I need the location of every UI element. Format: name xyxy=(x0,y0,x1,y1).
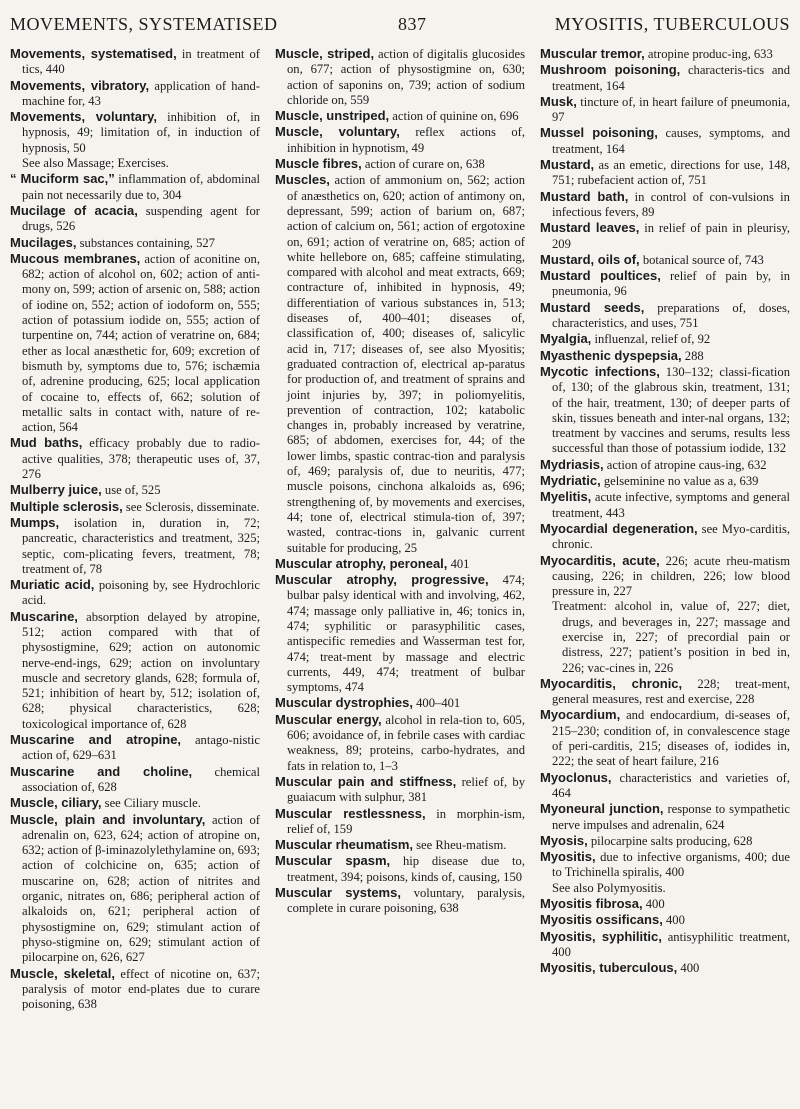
index-entry-text: 400–401 xyxy=(412,696,461,711)
index-entry xyxy=(10,109,260,156)
index-entry-text: 400 xyxy=(642,897,665,912)
index-entry xyxy=(540,94,790,126)
index-entry-text: use of, 525 xyxy=(101,483,161,498)
index-entry-heading: Mushroom poisoning, xyxy=(540,62,681,78)
index-entry-heading: Myasthenic dyspepsia, xyxy=(540,347,682,363)
index-entry-text: hip disease due to, treatment, 394; poisons, kinds of, causing, 150 xyxy=(287,854,525,884)
index-entry xyxy=(540,896,790,912)
index-entry-heading: Myalgia, xyxy=(540,331,592,347)
index-entry-text: efficacy probably due to radio-active qualities, 378; therapeutic uses of, 37, 276 xyxy=(22,436,260,482)
index-entry-text: in control of con-vulsions in infectious fevers, 89 xyxy=(552,189,790,219)
index-entry-text: influenzal, relief of, 92 xyxy=(591,332,711,347)
index-column-3 xyxy=(540,46,790,1012)
index-entry xyxy=(540,46,790,62)
index-entry-text: relief of pain by, in pneumonia, 96 xyxy=(552,269,790,299)
index-entry-text: action of ammonium on, 562; action of anæsthetics on, 620; action of antimony on, depressant, 599; action of barium on, 687; action of calcium on, 561; action of ergotoxine on, 691; action of veratrine on, 685; action of white hellebore on, 685; caffeine stimulating, compared with alcohol and meat extracts, 669; contracture of, inhibited in hypnosis, 49; differentiation of various substances in, 513; diseases of, 400–401; diseases of, classification of, 400; diseases of, salicylic acid in, 717; diseases of, see also Myositis; graduated contraction of, electrical ap-paratus for production of, and treatment of sprains and joint injuries by, 397; in poliomyelitis, prevention of contraction, 102; katabolic changes in, probably increased by veratrine, 685; of abdomen, exercises for, 44; of the lower limbs, spastic contrac-tion and paralysis of, 469; paralysis of, due to neuritis, 477; muscle poisons, cinchona alkaloids as, 696; strengthening of, by movements and exercises, 44; tone of, electrical stimula-tion of, 397; wasted, contrac-tions in, galvanic current suitable for producing, 25 xyxy=(287,173,525,555)
index-entry-heading: Mustard poultices, xyxy=(540,268,661,284)
index-entry-heading: Myositis, tuberculous, xyxy=(540,960,678,976)
index-entry-text: 400 xyxy=(677,961,700,976)
index-entry xyxy=(540,833,790,849)
index-entry-text: alcohol in rela-tion to, 605, 606; avoidance of, in febrile cases with cardiac weakness, 89; proteins, carbo-hydrates, and fats in relation to, 1–3 xyxy=(287,712,525,773)
index-entry xyxy=(275,837,525,853)
index-entry-text: action of aconitine on, 682; action of alcohol on, 602; action of anti-mony on, 599; action of arsenic on, 588; action of iodine on, 552; action of iodoform on, 555; action of potassium iodide on, 555; action of turpentine on, 744; action of veratrine on, 684; ether as local anæsthetic for, 609; excretion of bismuth by, symptoms due to, 576; ischæmia of, adrenine producing, 625; local application of cocaine to, effects of, 662; solution of metallic salts in contact with, nature of re-action, 564 xyxy=(22,251,260,435)
index-entry xyxy=(275,172,525,555)
index-entry xyxy=(540,473,790,489)
index-entry-text: suspending agent for drugs, 526 xyxy=(22,203,261,234)
index-entry-text: preparations of, doses, characteristics, and uses, 751 xyxy=(552,300,790,331)
index-entry-text: absorption delayed by atropine, 512; action compared with that of physostigmine, 629; action on autonomic nerve-end-ings, 629; action on involuntary muscle and secretory glands, 628; formula of, 521; inhibition of heart by, 512; isolation of, 628; physical characteristics, 628; toxicological importance of, 628 xyxy=(22,609,260,731)
index-entry-heading: Myocarditis, acute, xyxy=(540,552,660,568)
index-entry-heading: Muscle, ciliary, xyxy=(10,795,102,811)
index-entry-heading: Mumps, xyxy=(10,514,60,530)
index-entry-heading: Muscle fibres, xyxy=(275,156,362,172)
index-entry xyxy=(10,235,260,251)
index-entry-text: as an emetic, directions for use, 148, 751; rubefacient action of, 751 xyxy=(552,158,790,188)
index-entry xyxy=(275,885,525,917)
index-entry-heading: Mucous membranes, xyxy=(10,250,141,266)
index-entry-text: pilocarpine salts producing, 628 xyxy=(587,833,753,848)
index-entry-text: and endocardium, di-seases of, 215–230; condition of, in convalescence stage of peri-carditis, 215; diseases of, iodides in, 222; the seat of heart failure, 216 xyxy=(552,708,790,769)
index-entry xyxy=(275,124,525,156)
index-entry-heading: Muscular pain and stiffness, xyxy=(275,773,457,789)
index-entry-heading: Myoclonus, xyxy=(540,769,612,785)
index-entry-text: in relief of pain in pleurisy, 209 xyxy=(552,221,791,251)
index-entry-heading: Mud baths, xyxy=(10,435,83,451)
index-entry xyxy=(540,252,790,268)
index-entry-text: characteristics and varieties of, 464 xyxy=(552,770,790,800)
index-entry-text: tincture of, in heart failure of pneumonia, 97 xyxy=(552,94,790,125)
index-column-2 xyxy=(275,46,525,1012)
index-entry-text: 226; acute rheu-matism causing, 226; in children, 226; low blood pressure in, 227 xyxy=(552,553,790,599)
index-entry-heading: Muscle, skeletal, xyxy=(10,965,115,981)
index-entry-heading: Myositis fibrosa, xyxy=(540,896,643,912)
index-entry xyxy=(275,853,525,885)
index-entry-heading: Muscarine and choline, xyxy=(10,763,193,779)
index-entry-heading: Myositis, syphilitic, xyxy=(540,928,662,944)
index-entry-text: see Sclerosis, disseminate. xyxy=(122,499,260,514)
index-entry-text: action of adrenalin on, 623, 624; action of atropine on, 632; action of β-iminazolylethylamine on, 693; action of colchicine on, 635; action of muscarine on, 628; action of nitrites and organic, nitrates on, 686; peripheral action of alkaloids on, 621; peripheral action of physostigmine on, 629; stimulant action of physo-stigmine on, 629; stimulant action of pilocarpine on, 626, 627 xyxy=(22,812,261,965)
index-entry-text: in treatment of tics, 440 xyxy=(22,47,260,77)
index-entry xyxy=(275,156,525,172)
index-columns xyxy=(10,46,790,1012)
index-entry xyxy=(10,764,260,796)
index-entry-text: see Ciliary muscle. xyxy=(101,796,201,811)
index-entry-text: relief of, by guaiacum with sulphur, 381 xyxy=(287,774,525,805)
index-entry xyxy=(10,46,260,78)
index-entry-heading: Mucilages, xyxy=(10,234,77,250)
index-entry-heading: Muscle, plain and involuntary, xyxy=(10,811,206,827)
index-entry xyxy=(540,331,790,347)
index-entry xyxy=(10,171,260,203)
index-entry-text: isolation in, duration in, 72; pancreatic, characteristics and treatment, 325; septic, com-plicating fevers, treatment, 78; treatment of, 78 xyxy=(22,515,260,576)
index-entry-text: 130–132; classi-fication of, 130; of the glabrous skin, treatment, 131; of the hair, treatment, 130; of deeper parts of skin, tissues beneath and inter-nal organs, 132; treatment by vaccines and serums, results less successful than those of potassium iodide, 132 xyxy=(552,364,790,456)
index-entry-heading: Muscarine and atropine, xyxy=(10,732,182,748)
index-entry-heading: Muriatic acid, xyxy=(10,577,95,593)
index-entry xyxy=(540,521,790,553)
index-entry xyxy=(10,203,260,235)
index-entry xyxy=(540,157,790,189)
index-entry-heading: Mustard bath, xyxy=(540,188,629,204)
index-entry-heading: Mucilage of acacia, xyxy=(10,202,138,218)
index-entry-text: voluntary, paralysis, complete in curare poisoning, 638 xyxy=(287,886,525,916)
index-entry-text: chemical association of, 628 xyxy=(22,764,260,794)
index-entry-heading: Muscular spasm, xyxy=(275,853,391,869)
index-entry-text: atropine produc-ing, 633 xyxy=(644,47,773,61)
index-entry-heading: Muscle, striped, xyxy=(275,46,375,61)
index-entry-text: see Rheu-matism. xyxy=(413,838,507,853)
index-entry xyxy=(540,348,790,364)
index-entry xyxy=(10,435,260,482)
index-entry xyxy=(10,251,260,436)
index-entry xyxy=(540,553,790,600)
index-entry xyxy=(540,849,790,881)
running-header xyxy=(10,6,790,42)
header-right-guide-word: MYOSITIS, TUBERCULOUS xyxy=(554,14,790,34)
index-entry-heading: Musk, xyxy=(540,93,577,109)
index-entry-heading: Movements, systematised, xyxy=(10,46,177,61)
index-entry-heading: Muscular energy, xyxy=(275,711,382,727)
index-entry-text: application of hand-machine for, 43 xyxy=(22,78,260,108)
index-entry-text: action of curare on, 638 xyxy=(361,157,485,172)
index-entry-heading: Muscle, voluntary, xyxy=(275,124,400,140)
index-entry xyxy=(10,156,260,171)
index-entry xyxy=(10,609,260,732)
index-entry-text: antago-nistic action of, 629–631 xyxy=(22,733,260,763)
index-entry-heading: Movements, voluntary, xyxy=(10,109,157,125)
index-entry-heading: Muscles, xyxy=(275,172,330,188)
index-entry xyxy=(540,801,790,833)
index-entry xyxy=(275,695,525,711)
index-entry-text: in morphin-ism, relief of, 159 xyxy=(287,806,526,836)
index-entry xyxy=(540,707,790,769)
index-entry-text: 228; treat-ment, general measures, rest and exercise, 228 xyxy=(552,676,790,707)
index-entry-text: action of quinine on, 696 xyxy=(389,109,519,124)
index-entry xyxy=(540,189,790,221)
index-entry xyxy=(540,457,790,473)
index-entry xyxy=(10,577,260,609)
index-entry-heading: Mulberry juice, xyxy=(10,482,102,498)
index-entry xyxy=(540,912,790,928)
index-entry-heading: Muscular atrophy, progressive, xyxy=(275,572,489,588)
index-entry-heading: Myocardium, xyxy=(540,707,621,723)
index-entry-text: substances containing, 527 xyxy=(76,235,215,250)
index-entry-text: antisyphilitic treatment, 400 xyxy=(552,929,790,959)
header-left-guide-word: MOVEMENTS, SYSTEMATISED xyxy=(10,14,278,34)
index-entry xyxy=(10,795,260,811)
index-entry xyxy=(540,881,790,896)
index-entry xyxy=(275,774,525,806)
index-entry-heading: Myosis, xyxy=(540,832,588,848)
index-entry xyxy=(540,268,790,300)
index-entry xyxy=(540,489,790,521)
index-entry-heading: Muscular dystrophies, xyxy=(275,695,413,711)
index-entry-heading: Mydriasis, xyxy=(540,456,604,472)
index-entry-heading: “ Muciform sac,” xyxy=(10,171,115,187)
page-number: 837 xyxy=(398,14,427,34)
index-entry xyxy=(540,676,790,708)
index-entry-text: Treatment: alcohol in, value of, 227; diet, drugs, and beverages in, 227; massage and exercise in, 227; of precordial pain or distress, 227; patient’s position in bed in, 226; vac-cines in, 226 xyxy=(552,599,790,675)
index-entry-heading: Movements, vibratory, xyxy=(10,77,150,93)
index-entry-text: botanical source of, 743 xyxy=(639,252,764,267)
index-entry-heading: Muscular systems, xyxy=(275,885,401,901)
index-entry-text: characteris-tics and treatment, 164 xyxy=(552,63,790,93)
index-entry-heading: Myelitis, xyxy=(540,489,592,505)
index-entry-text: See also Polymyositis. xyxy=(552,880,666,895)
index-entry-heading: Muscular rheumatism, xyxy=(275,837,413,853)
index-entry xyxy=(275,806,525,838)
index-entry xyxy=(540,599,790,675)
index-entry-text: effect of nicotine on, 637; paralysis of motor end-plates due to curare poisoning, 638 xyxy=(22,966,260,1012)
index-entry xyxy=(540,929,790,961)
index-entry xyxy=(10,482,260,498)
index-entry xyxy=(10,499,260,515)
index-column-1 xyxy=(10,46,260,1012)
index-entry xyxy=(540,300,790,332)
index-entry-heading: Muscular tremor, xyxy=(540,46,645,61)
index-entry xyxy=(10,966,260,1013)
index-entry xyxy=(275,46,525,108)
index-entry-heading: Mustard, oils of, xyxy=(540,251,640,267)
index-entry-text: causes, symptoms, and treatment, 164 xyxy=(552,126,790,156)
index-entry-text: due to infective organisms, 400; due to Trichinella spiralis, 400 xyxy=(552,850,790,880)
index-entry xyxy=(540,770,790,802)
index-entry xyxy=(540,960,790,976)
index-entry xyxy=(275,108,525,124)
index-entry xyxy=(540,125,790,157)
index-entry-text: action of digitalis glucosides on, 677; action of physostigmine on, 630; action of saponins on, 739; action of sodium chloride on, 559 xyxy=(287,47,525,107)
index-entry-text: 400 xyxy=(662,913,685,928)
index-entry-heading: Muscular restlessness, xyxy=(275,805,426,821)
index-entry-heading: Mycotic infections, xyxy=(540,363,660,379)
index-entry xyxy=(10,78,260,110)
index-entry-heading: Myocardial degeneration, xyxy=(540,520,698,536)
index-entry-heading: Mussel poisoning, xyxy=(540,125,658,141)
index-entry xyxy=(10,732,260,764)
index-entry-heading: Mustard, xyxy=(540,157,595,173)
index-entry-text: gelseminine no value as a, 639 xyxy=(600,474,759,489)
index-entry-heading: Muscular atrophy, peroneal, xyxy=(275,555,448,571)
index-entry xyxy=(540,62,790,94)
index-entry-text: action of atropine caus-ing, 632 xyxy=(603,457,767,472)
index-entry-heading: Muscarine, xyxy=(10,608,78,624)
index-entry-heading: Multiple sclerosis, xyxy=(10,498,123,514)
index-entry xyxy=(540,364,790,457)
index-entry-text: acute infective, symptoms and general treatment, 443 xyxy=(552,490,790,520)
index-entry-text: inflammation of, abdominal pain not necessarily due to, 304 xyxy=(22,172,260,202)
index-entry-text: 288 xyxy=(681,348,704,363)
index-entry-heading: Myositis ossificans, xyxy=(540,912,663,928)
index-entry xyxy=(275,556,525,572)
index-entry-heading: Mustard seeds, xyxy=(540,299,645,315)
index-entry-text: response to sympathetic nerve impulses and adrenalin, 624 xyxy=(552,802,790,832)
index-entry-heading: Muscle, unstriped, xyxy=(275,108,390,124)
index-entry-heading: Myocarditis, chronic, xyxy=(540,675,683,691)
index-entry-text: poisoning by, see Hydrochloric acid. xyxy=(22,578,260,608)
index-entry-heading: Mustard leaves, xyxy=(540,220,640,236)
index-entry-text: 401 xyxy=(447,556,470,571)
index-entry-text: reflex actions of, inhibition in hypnotism, 49 xyxy=(287,125,525,155)
index-entry xyxy=(10,812,260,966)
index-entry xyxy=(10,515,260,577)
index-entry xyxy=(275,572,525,695)
index-entry-heading: Mydriatic, xyxy=(540,473,601,489)
index-entry-heading: Myoneural junction, xyxy=(540,801,664,817)
index-entry-text: see Myo-carditis, chronic. xyxy=(552,521,790,552)
index-entry-heading: Myositis, xyxy=(540,849,596,865)
index-entry xyxy=(275,712,525,774)
index-entry-text: inhibition of, in hypnosis, 49; limitation of, in induction of hypnosis, 50 xyxy=(22,110,261,155)
index-entry-text: See also Massage; Exercises. xyxy=(22,156,169,171)
index-entry-text: 474; bulbar palsy identical with and involving, 462, 474; massage only palliative in, 46; tonics in, 474; syphilitic or parasyphilitic cases, antispecific remedies and Wasserman test for, 474; treat-ment by massage and electric currents, 449, 474; treatment of bulbar symptoms, 474 xyxy=(287,573,525,695)
index-entry xyxy=(540,220,790,252)
